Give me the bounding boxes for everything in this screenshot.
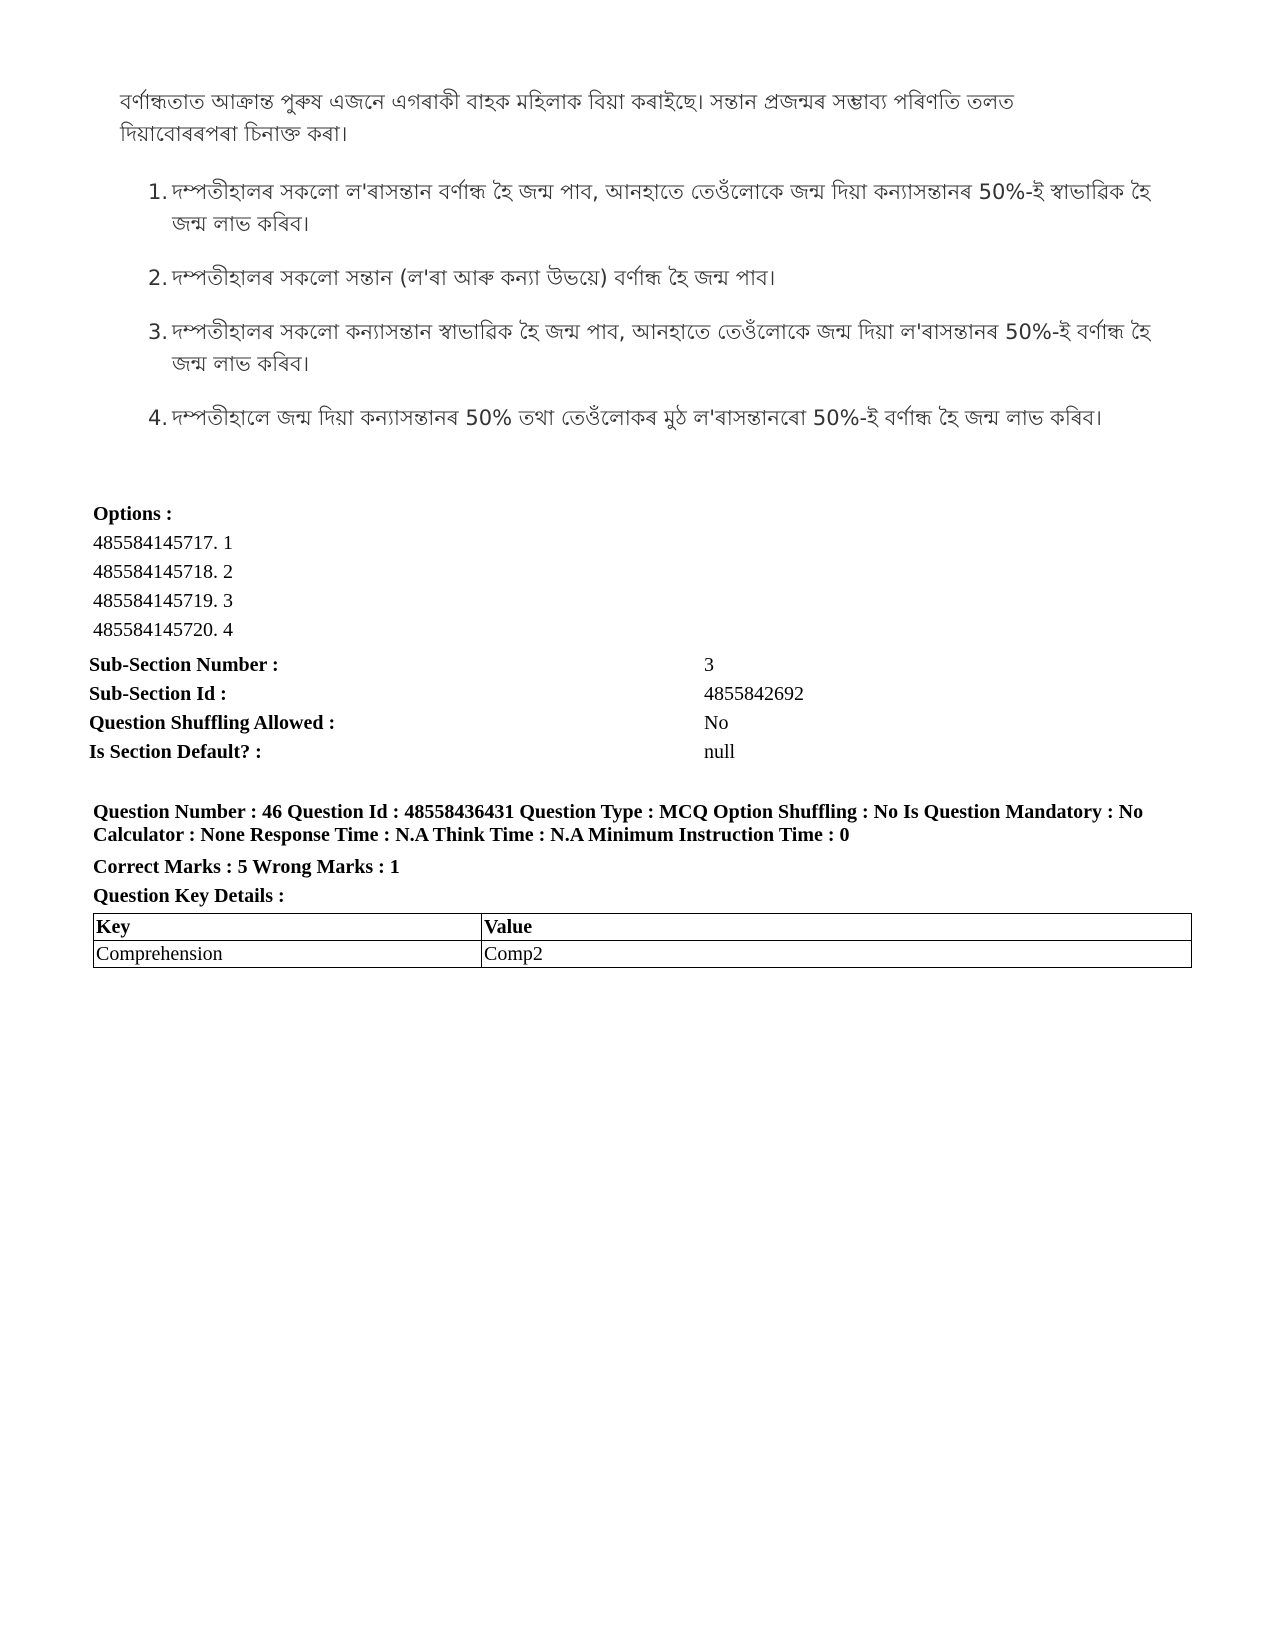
subsection-row: [89, 709, 1189, 738]
key-details-heading: Question Key Details :: [93, 885, 285, 907]
answer-choice-4: [148, 402, 1178, 434]
options-section: [93, 500, 233, 645]
key-details-table: [93, 913, 1192, 968]
subsection-key: Is Section Default? :: [89, 741, 262, 763]
choice-text: দম্পতীহালে জন্ম দিয়া কন্যাসন্তানৰ 50% তথা তেওঁলোকৰ মুঠ ল'ৰাসন্তানৰো 50%-ই বৰ্ণান্ধ হৈ জন্ম লাভ কৰিব।: [172, 406, 1102, 430]
options-heading: Options :: [93, 503, 173, 525]
subsection-key: Sub-Section Number :: [89, 654, 279, 676]
table-row: [94, 941, 1192, 968]
choice-number: 4.: [148, 406, 169, 430]
table-header-cell: Value: [482, 914, 1192, 941]
answer-choice-3: [148, 316, 1178, 380]
table-header-row: [94, 914, 1192, 941]
option-item: 485584145718. 2: [93, 561, 233, 583]
subsection-row: [89, 680, 1189, 709]
subsection-row: [89, 738, 1189, 767]
table-cell: Comp2: [482, 941, 1192, 968]
subsection-key: Sub-Section Id :: [89, 683, 227, 705]
subsection-row: [89, 651, 1189, 680]
answer-choice-2: [148, 262, 1178, 294]
marks-info: Correct Marks : 5 Wrong Marks : 1: [93, 856, 400, 878]
option-item: 485584145719. 3: [93, 590, 233, 612]
answer-choice-list: [148, 176, 1178, 434]
subsection-key: Question Shuffling Allowed :: [89, 712, 336, 734]
choice-number: 3.: [148, 320, 169, 344]
option-item: 485584145717. 1: [93, 532, 233, 554]
choice-text: দম্পতীহালৰ সকলো সন্তান (ল'ৰা আৰু কন্যা উভয়ে) বৰ্ণান্ধ হৈ জন্ম পাব।: [172, 266, 776, 290]
choice-number: 1.: [148, 180, 169, 204]
subsection-value: No: [704, 712, 729, 734]
subsection-value: 3: [704, 654, 714, 676]
table-cell: Comprehension: [94, 941, 482, 968]
subsection-details: [89, 651, 1189, 767]
choice-text: দম্পতীহালৰ সকলো ল'ৰাসন্তান বৰ্ণান্ধ হৈ জন্ম পাব, আনহাতে তেওঁলোকে জন্ম দিয়া কন্যাসন্তানৰ 50%-ই স্বাভাৱিক হৈ জন্ম লাভ কৰিব।: [172, 180, 1151, 236]
subsection-value: 4855842692: [704, 683, 804, 705]
table-header-cell: Key: [94, 914, 482, 941]
choice-number: 2.: [148, 266, 169, 290]
answer-choice-1: [148, 176, 1178, 240]
option-item: 485584145720. 4: [93, 619, 233, 641]
question-stem: বৰ্ণান্ধতাত আক্ৰান্ত পুৰুষ এজনে এগৰাকী বাহক মহিলাক বিয়া কৰাইছে। সন্তান প্ৰজন্মৰ সম্ভাব্য পৰিণতি তলত দিয়াবোৰৰপৰা চিনাক্ত কৰা।: [120, 90, 1015, 146]
subsection-value: null: [704, 741, 736, 763]
choice-text: দম্পতীহালৰ সকলো কন্যাসন্তান স্বাভাৱিক হৈ জন্ম পাব, আনহাতে তেওঁলোকে জন্ম দিয়া ল'ৰাসন্তানৰ 50%-ই বৰ্ণান্ধ হৈ জন্ম লাভ কৰিব।: [172, 320, 1151, 376]
question-info: Question Number : 46 Question Id : 48558436431 Question Type : MCQ Option Shuffling : No Is Question Mandatory : No Calculator : None Response Time : N.A Think Time : N.A Minimum Instruction Time : 0: [93, 801, 1144, 846]
